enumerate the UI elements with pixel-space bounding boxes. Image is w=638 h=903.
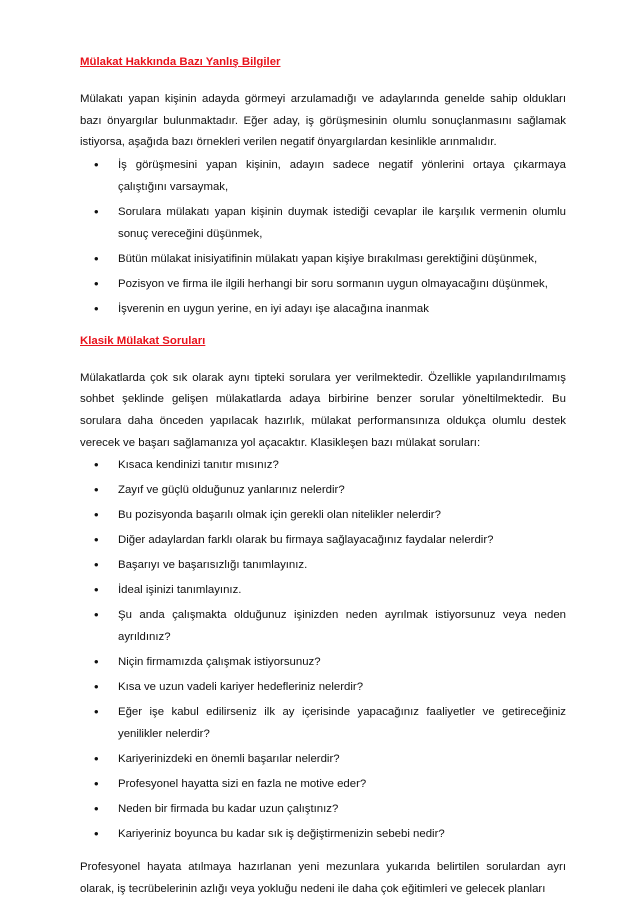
bullet-icon: • <box>94 801 99 817</box>
misconceptions-list <box>80 154 566 320</box>
bullet-icon: • <box>94 751 99 767</box>
bullet-icon: • <box>94 457 99 473</box>
list-item: • Şu anda çalışmakta olduğunuz işinizden neden ayrılmak istiyorsunuz veya neden ayrıldınız? <box>118 604 566 648</box>
list-item: • Bütün mülakat inisiyatifinin mülakatı yapan kişiye bırakılması gerektiğini düşünmek, <box>118 248 566 270</box>
classic-questions-list <box>80 454 566 845</box>
list-item: • Kariyeriniz boyunca bu kadar sık iş değiştirmenizin sebebi nedir? <box>118 823 566 845</box>
bullet-icon: • <box>94 482 99 498</box>
bullet-icon: • <box>94 532 99 548</box>
list-item: • Zayıf ve güçlü olduğunuz yanlarınız nelerdir? <box>118 479 566 501</box>
list-item: • Diğer adaylardan farklı olarak bu firmaya sağlayacağınız faydalar nelerdir? <box>118 529 566 551</box>
bullet-icon: • <box>94 300 99 316</box>
section-paragraph-classic-questions: Mülakatlarda çok sık olarak aynı tipteki sorulara yer verilmektedir. Özellikle yapılandırılmamış sohbet şeklinde gelişen mülakatlarda adaya birbirine benzer sorular yöneltilmektedir. Bu sorulara daha önceden yapılacak hazırlık, mülakat performansınıza oldukça olumlu destek verecek ve başarı sağlamanıza yol açacaktır. Klasikleşen bazı mülakat soruları: <box>80 371 566 449</box>
closing-paragraph: Profesyonel hayata atılmaya hazırlanan yeni mezunlara yukarıda belirtilen sorulardan ayrı olarak, iş tecrübelerinin azlığı veya yokluğu nedeni ile daha çok eğitimleri ve gelecek planları <box>80 861 566 895</box>
list-item: • Sorulara mülakatı yapan kişinin duymak istediği cevaplar ile karşılık vermenin olumlu sonuç vereceğini düşünmek, <box>118 201 566 245</box>
section-heading-classic-questions: Klasik Mülakat Soruları <box>80 334 206 347</box>
list-item: • İş görüşmesini yapan kişinin, adayın sadece negatif yönlerini ortaya çıkarmaya çalıştığını varsaymak, <box>118 154 566 198</box>
bullet-icon: • <box>94 250 99 266</box>
bullet-icon: • <box>94 507 99 523</box>
bullet-icon: • <box>94 776 99 792</box>
bullet-icon: • <box>94 607 99 623</box>
bullet-icon: • <box>94 654 99 670</box>
list-item: • İdeal işinizi tanımlayınız. <box>118 579 566 601</box>
list-item: • Kısa ve uzun vadeli kariyer hedefleriniz nelerdir? <box>118 676 566 698</box>
list-item: • Eğer işe kabul edilirseniz ilk ay içerisinde yapacağınız faaliyetler ve getireceğiniz yenilikler nelerdir? <box>118 701 566 745</box>
list-item: • Pozisyon ve firma ile ilgili herhangi bir soru sormanın uygun olmayacağını düşünmek, <box>118 273 566 295</box>
section-heading-misconceptions: Mülakat Hakkında Bazı Yanlış Bilgiler <box>80 56 281 68</box>
list-item: • Neden bir firmada bu kadar uzun çalıştınız? <box>118 798 566 820</box>
list-item: • Kariyerinizdeki en önemli başarılar nelerdir? <box>118 748 566 770</box>
bullet-icon: • <box>94 704 99 720</box>
bullet-icon: • <box>94 826 99 842</box>
list-item: • İşverenin en uygun yerine, en iyi adayı işe alacağına inanmak <box>118 298 566 320</box>
bullet-icon: • <box>94 156 99 172</box>
list-item: • Kısaca kendinizi tanıtır mısınız? <box>118 454 566 476</box>
list-item: • Başarıyı ve başarısızlığı tanımlayınız. <box>118 554 566 576</box>
bullet-icon: • <box>94 582 99 598</box>
section-paragraph-misconceptions: Mülakatı yapan kişinin adayda görmeyi arzulamadığı ve adaylarında genelde sahip oldukları bazı önyargılar bulunmaktadır. Eğer aday, iş görüşmesinin olumlu sonuçlanmasını sağlamak istiyorsa, aşağıda bazı örnekleri verilen negatif önyargılardan kesinlikle arınmalıdır. <box>80 93 566 149</box>
list-item: • Niçin firmamızda çalışmak istiyorsunuz? <box>118 651 566 673</box>
bullet-icon: • <box>94 203 99 219</box>
list-item: • Bu pozisyonda başarılı olmak için gerekli olan nitelikler nelerdir? <box>118 504 566 526</box>
bullet-icon: • <box>94 275 99 291</box>
list-item: • Profesyonel hayatta sizi en fazla ne motive eder? <box>118 773 566 795</box>
bullet-icon: • <box>94 679 99 695</box>
bullet-icon: • <box>94 557 99 573</box>
